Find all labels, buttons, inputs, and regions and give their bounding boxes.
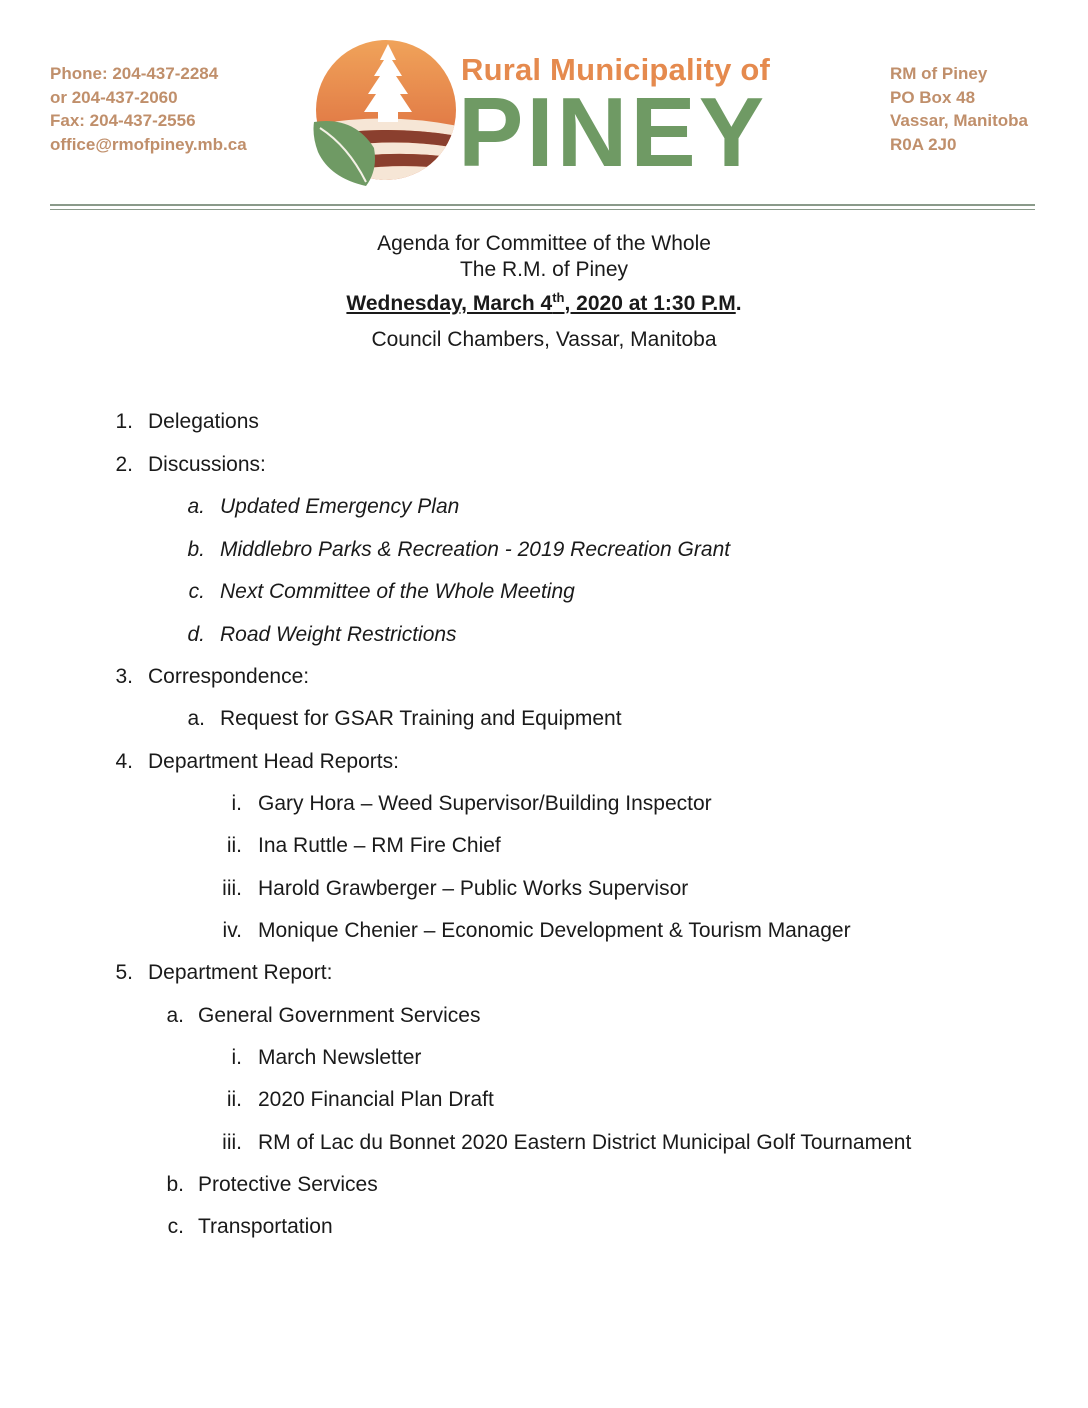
item-roman: iv. xyxy=(222,919,242,942)
header-divider xyxy=(50,209,1035,210)
item-text: Ina Ruttle – RM Fire Chief xyxy=(258,834,501,857)
logo-title-large: PINEY xyxy=(458,77,768,187)
item-letter: c. xyxy=(188,580,205,603)
meeting-location: Council Chambers, Vassar, Manitoba xyxy=(371,328,717,351)
item-roman: ii. xyxy=(226,1088,242,1111)
header-divider xyxy=(50,204,1035,206)
date-time: , 2020 at 1:30 P.M xyxy=(564,292,736,315)
item-letter: b. xyxy=(187,538,205,561)
item-letter: a. xyxy=(187,495,205,518)
municipality-name: The R.M. of Piney xyxy=(459,258,629,281)
municipality-logo-icon xyxy=(308,36,458,188)
alt-phone-line: or 204-437-2060 xyxy=(50,87,178,107)
item-roman: i. xyxy=(231,1046,242,1069)
email-line: office@rmofpiney.mb.ca xyxy=(50,134,247,154)
item-roman: i. xyxy=(231,792,242,815)
item-letter: d. xyxy=(187,623,205,646)
item-text: Department Head Reports: xyxy=(148,750,399,773)
mailing-address xyxy=(890,62,1028,156)
item-text: Request for GSAR Training and Equipment xyxy=(220,707,622,730)
item-text: Delegations xyxy=(148,410,259,433)
item-text: Protective Services xyxy=(198,1173,378,1196)
item-text: 2020 Financial Plan Draft xyxy=(258,1088,494,1111)
item-text: March Newsletter xyxy=(258,1046,422,1069)
item-text: Correspondence: xyxy=(148,665,310,688)
meeting-date xyxy=(0,292,1088,316)
item-text: Transportation xyxy=(198,1215,333,1238)
item-number: 4. xyxy=(115,750,133,773)
item-text: Road Weight Restrictions xyxy=(220,623,457,646)
item-letter: c. xyxy=(167,1215,184,1238)
item-text: Monique Chenier – Economic Development & Tourism Manager xyxy=(258,919,851,942)
address-line: Vassar, Manitoba xyxy=(890,111,1028,130)
date-period: . xyxy=(735,292,742,315)
item-text: Department Report: xyxy=(148,961,333,984)
date-ordinal: th xyxy=(552,290,565,305)
item-letter: a. xyxy=(187,707,205,730)
address-line: R0A 2J0 xyxy=(890,134,957,154)
item-text: Updated Emergency Plan xyxy=(220,495,460,518)
address-line: PO Box 48 xyxy=(890,87,976,107)
item-number: 3. xyxy=(115,665,133,688)
logo-title-small: Rural Municipality of xyxy=(461,52,771,87)
item-roman: ii. xyxy=(226,834,242,857)
item-number: 1. xyxy=(115,410,133,433)
phone-line: Phone: 204-437-2284 xyxy=(50,64,219,83)
item-text: Harold Grawberger – Public Works Supervisor xyxy=(258,877,689,900)
fax-line: Fax: 204-437-2556 xyxy=(50,111,196,130)
contact-info xyxy=(50,62,247,156)
item-letter: a. xyxy=(166,1004,184,1027)
address-line: RM of Piney xyxy=(890,64,988,83)
item-text: Discussions: xyxy=(148,453,266,476)
item-letter: b. xyxy=(166,1173,184,1196)
item-text: Middlebro Parks & Recreation - 2019 Recreation Grant xyxy=(220,538,731,561)
item-number: 2. xyxy=(115,453,133,476)
item-text: Next Committee of the Whole Meeting xyxy=(220,580,575,603)
item-text: Gary Hora – Weed Supervisor/Building Inspector xyxy=(258,792,712,815)
agenda-title: Agenda for Committee of the Whole xyxy=(377,232,711,255)
item-roman: iii. xyxy=(222,877,242,900)
item-roman: iii. xyxy=(222,1131,242,1154)
item-number: 5. xyxy=(115,961,133,984)
date-text: Wednesday, March 4 xyxy=(346,292,553,315)
item-text: RM of Lac du Bonnet 2020 Eastern District Municipal Golf Tournament xyxy=(258,1131,912,1154)
item-text: General Government Services xyxy=(198,1004,481,1027)
